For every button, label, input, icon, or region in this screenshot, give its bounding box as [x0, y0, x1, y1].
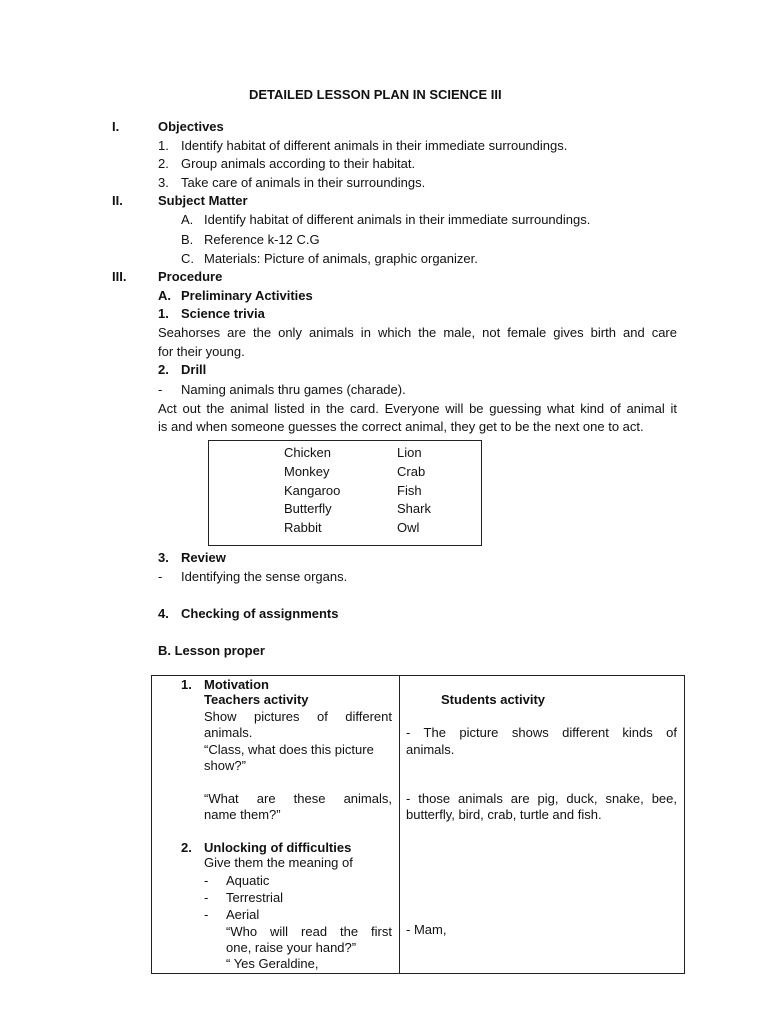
objectives-numeral: I.	[112, 119, 120, 134]
page-title: DETAILED LESSON PLAN IN SCIENCE III	[249, 87, 502, 102]
animal-name: Lion	[397, 445, 422, 460]
student-text-line: butterfly, bird, crab, turtle and fish.	[406, 807, 602, 822]
objective-num: 2.	[158, 156, 169, 171]
teachers-activity-heading: Teachers activity	[204, 692, 309, 707]
animal-name: Chicken	[284, 445, 331, 460]
objective-text: Take care of animals in their surroundings.	[181, 175, 426, 190]
drill-text-line: Act out the animal listed in the card. Everyone will be guessing what kind of animal it	[158, 401, 677, 416]
animal-name: Rabbit	[284, 520, 322, 535]
subject-matter-numeral: II.	[112, 193, 123, 208]
animal-card-box	[208, 440, 482, 546]
student-text-line: - Mam,	[406, 922, 447, 937]
review-dash: -	[158, 569, 163, 584]
unlocking-num: 2.	[181, 840, 192, 855]
student-text-line: - those animals are pig, duck, snake, bee,	[406, 791, 677, 806]
subject-item-text: Identify habitat of different animals in their immediate surroundings.	[204, 212, 591, 227]
subject-matter-heading: Subject Matter	[158, 193, 248, 208]
student-text-line: animals.	[406, 742, 455, 757]
trivia-heading: Science trivia	[181, 306, 265, 321]
objective-num: 1.	[158, 138, 169, 153]
subject-item-text: Materials: Picture of animals, graphic organizer.	[204, 251, 478, 266]
teacher-text-line: “What are these animals,	[204, 791, 392, 806]
animal-name: Shark	[397, 501, 431, 516]
drill-num: 2.	[158, 362, 169, 377]
subject-item-text: Reference k-12 C.G	[204, 232, 320, 247]
checking-num: 4.	[158, 606, 169, 621]
motivation-num: 1.	[181, 677, 192, 692]
term-text: Aquatic	[226, 873, 270, 888]
trivia-text-line: for their young.	[158, 344, 245, 359]
students-activity-heading: Students activity	[441, 692, 546, 707]
animal-name: Kangaroo	[284, 483, 341, 498]
objective-num: 3.	[158, 175, 169, 190]
procedure-numeral: III.	[112, 269, 127, 284]
drill-heading: Drill	[181, 362, 207, 377]
subject-item-letter: C.	[181, 251, 194, 266]
teacher-text-line: name them?”	[204, 807, 281, 822]
preliminary-letter: A.	[158, 288, 171, 303]
review-heading: Review	[181, 550, 226, 565]
teacher-text-line: “ Yes Geraldine,	[226, 956, 319, 971]
animal-name: Butterfly	[284, 501, 332, 516]
animal-name: Monkey	[284, 464, 330, 479]
teacher-text-line: show?”	[204, 758, 246, 773]
lesson-table-divider	[399, 675, 400, 974]
drill-bullet: Naming animals thru games (charade).	[181, 382, 406, 397]
objectives-heading: Objectives	[158, 119, 224, 134]
checking-heading: Checking of assignments	[181, 606, 339, 621]
term-text: Terrestrial	[226, 890, 284, 905]
term-dash: -	[204, 890, 209, 905]
term-dash: -	[204, 907, 209, 922]
teacher-text-line: “Who will read the first	[226, 924, 392, 939]
preliminary-heading: Preliminary Activities	[181, 288, 313, 303]
student-text-line: - The picture shows different kinds of	[406, 725, 677, 740]
subject-item-letter: A.	[181, 212, 194, 227]
animal-name: Fish	[397, 483, 422, 498]
drill-dash: -	[158, 382, 163, 397]
unlocking-heading: Unlocking of difficulties	[204, 840, 352, 855]
teacher-text-line: Show pictures of different	[204, 709, 392, 724]
animal-name: Crab	[397, 464, 426, 479]
term-text: Aerial	[226, 907, 260, 922]
teacher-text-line: one, raise your hand?”	[226, 940, 357, 955]
review-num: 3.	[158, 550, 169, 565]
teacher-text-line: animals.	[204, 725, 253, 740]
objective-text: Identify habitat of different animals in their immediate surroundings.	[181, 138, 568, 153]
objective-text: Group animals according to their habitat.	[181, 156, 416, 171]
teacher-text-line: “Class, what does this picture	[204, 742, 374, 757]
animal-name: Owl	[397, 520, 420, 535]
trivia-text-line: Seahorses are the only animals in which the male, not female gives birth and care	[158, 325, 677, 340]
trivia-num: 1.	[158, 306, 169, 321]
term-dash: -	[204, 873, 209, 888]
procedure-heading: Procedure	[158, 269, 223, 284]
lesson-proper-heading: B. Lesson proper	[158, 643, 265, 658]
drill-text-line: is and when someone guesses the correct animal, they get to be the next one to act.	[158, 419, 644, 434]
motivation-heading: Motivation	[204, 677, 269, 692]
subject-item-letter: B.	[181, 232, 194, 247]
review-bullet: Identifying the sense organs.	[181, 569, 348, 584]
teacher-text-line: Give them the meaning of	[204, 855, 353, 870]
